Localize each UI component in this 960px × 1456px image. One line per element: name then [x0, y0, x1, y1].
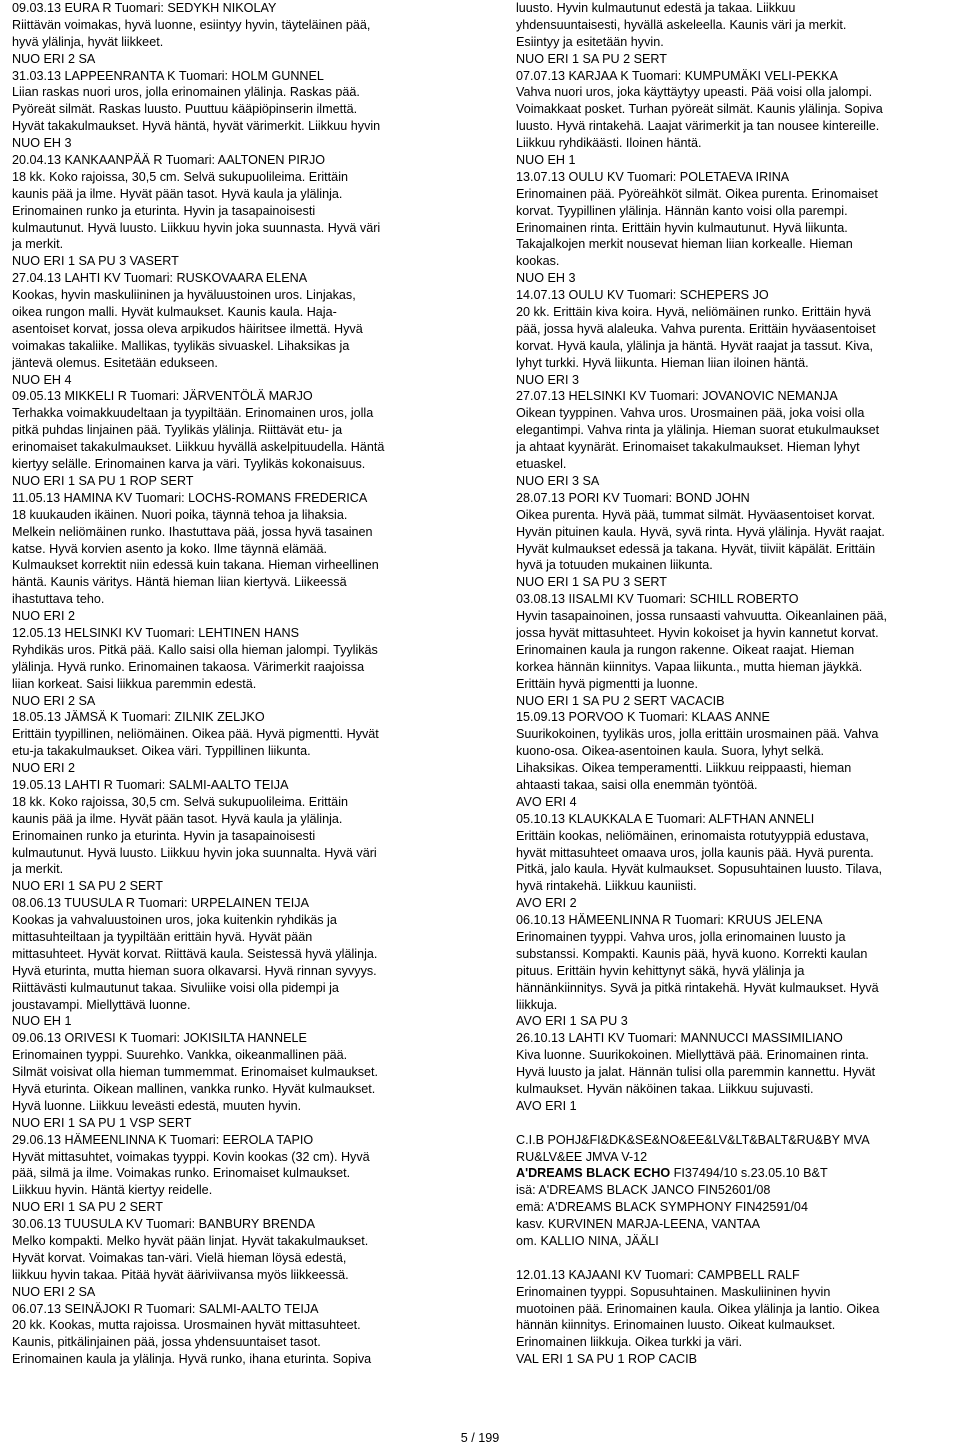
left-text-line: Hyvät korvat. Voimakas tan-väri. Vielä hieman löysä edestä,	[12, 1250, 347, 1265]
right-text-line	[516, 1115, 956, 1132]
left-text-line: Terhakka voimakkuudeltaan ja tyypiltään. Erinomainen uros, jolla	[12, 406, 374, 421]
left-text-line: 12.05.13 HELSINKI KV Tuomari: LEHTINEN HANS	[12, 625, 299, 640]
left-text-line: etu-ja takakulmaukset. Oikea väri. Typpillinen liikunta.	[12, 744, 311, 759]
left-text-line: NUO EH 3	[12, 136, 72, 151]
right-text-line: om. KALLIO NINA, JÄÄLI	[516, 1234, 659, 1249]
right-text-line: Erittäin kookas, neliömäinen, erinomaista rotutyyppiä edustava,	[516, 828, 869, 843]
left-text-line: 27.04.13 LAHTI KV Tuomari: RUSKOVAARA ELENA	[12, 271, 308, 286]
right-text-line: NUO ERI 1 SA PU 2 SERT VACACIB	[516, 693, 725, 708]
right-text-line: AVO ERI 1	[516, 1098, 577, 1113]
right-text-line: NUO EH 1	[516, 153, 576, 168]
left-text-line: Kulmaukset korrektit niin edessä kuin takana. Hieman virheellinen	[12, 558, 379, 573]
right-text-line: hännänkiinnitys. Syvä ja pitkä rintakehä. Hyvät kulmaukset. Hyvä	[516, 980, 879, 995]
left-text-line: NUO ERI 1 SA PU 2 SERT	[12, 1200, 163, 1215]
right-text-line: Erinomainen pää. Pyöreähköt silmät. Oikea purenta. Erinomaiset	[516, 186, 878, 201]
left-text-line: Silmät voisivat olla hieman tummemmat. Erinomaiset kulmaukset.	[12, 1065, 379, 1080]
right-text-line: 28.07.13 PORI KV Tuomari: BOND JOHN	[516, 490, 750, 505]
right-text-line: 06.10.13 HÄMEENLINNA R Tuomari: KRUUS JELENA	[516, 913, 823, 928]
right-text-line: 14.07.13 OULU KV Tuomari: SCHEPERS JO	[516, 288, 769, 303]
left-text-line: NUO ERI 2 SA	[12, 693, 96, 708]
right-text-line: pää, jossa hyvä alaleuka. Vahva purenta. Erittäin hyväasentoiset	[516, 321, 876, 336]
right-text-line: hännän kiinnitys. Erinomainen luusto. Oikeat kulmaukset.	[516, 1318, 836, 1333]
left-text-line: Melko kompakti. Melko hyvät pään linjat. Hyvät takakulmaukset.	[12, 1234, 369, 1249]
right-text-line: Pitkä, jalo kaula. Hyvät kulmaukset. Sopusuhtainen luusto. Tilava,	[516, 862, 883, 877]
right-text-line: Oikea purenta. Hyvä pää, tummat silmät. Hyväasentoiset korvat.	[516, 507, 876, 522]
right-text-line: Voimakkaat posket. Turhan pyöreät silmät. Kaunis ylälinja. Sopiva	[516, 102, 883, 117]
left-text-line: mittasuhteet. Hyvät korvat. Riittävä kaula. Seistessä hyvä ylälinja.	[12, 946, 378, 961]
right-text-line: AVO ERI 2	[516, 896, 577, 911]
left-text-line: NUO ERI 1 SA PU 3 VASERT	[12, 254, 179, 269]
left-text-line: NUO ERI 2 SA	[12, 51, 96, 66]
left-text-line: Riittävästi kulmautunut takaa. Sivuliike voisi olla pidempi ja	[12, 980, 339, 995]
right-text-line: Erinomainen liikkuja. Oikea turkki ja väri.	[516, 1335, 743, 1350]
left-text-line: 20 kk. Kookas, mutta rajoissa. Urosmainen hyvät mittasuhteet.	[12, 1318, 361, 1333]
right-text-line: Hyvin tasapainoinen, jossa runsaasti vahvuutta. Oikeanlainen pää,	[516, 609, 888, 624]
right-text-line: korvat. Tyypillinen ylälinja. Hännän kanto voisi olla parempi.	[516, 203, 848, 218]
right-text-line: NUO ERI 3 SA	[516, 473, 600, 488]
left-text-line: voimakas takaliike. Mallikas, tyylikäs sivuaskel. Lihaksikas ja	[12, 338, 350, 353]
right-text-line: Lihaksikas. Oikea temperamentti. Liikkuu reippaasti, hieman	[516, 761, 852, 776]
left-text-line: 20.04.13 KANKAANPÄÄ R Tuomari: AALTONEN PIRJO	[12, 153, 326, 168]
left-text-line: 30.06.13 TUUSULA KV Tuomari: BANBURY BRENDA	[12, 1217, 316, 1232]
left-text-line: asentoiset korvat, jossa oleva arpikudos häiritsee ilmettä. Hyvä	[12, 321, 363, 336]
right-text-line: hyvät mittasuhteet omaava uros, jolla kaunis pää. Hyvä purenta.	[516, 845, 874, 860]
right-text-line: NUO ERI 3	[516, 372, 579, 387]
right-text-line: 13.07.13 OULU KV Tuomari: POLETAEVA IRINA	[516, 169, 790, 184]
left-text-line: 18.05.13 JÄMSÄ K Tuomari: ZILNIK ZELJKO	[12, 710, 265, 725]
right-text-line: lyhyt turkki. Hyvä liikunta. Hieman liian iloinen häntä.	[516, 355, 809, 370]
left-text-line: 08.06.13 TUUSULA R Tuomari: URPELAINEN TEIJA	[12, 896, 310, 911]
left-text-line: kulmautunut. Hyvä luusto. Liikkuu hyvin joka suunnalta. Hyvä väri	[12, 845, 377, 860]
right-text-line: Hyvän pituinen kaula. Hyvä, syvä rinta. Hyvä ylälinja. Hyvät raajat.	[516, 524, 885, 539]
right-text-line: Erinomainen tyyppi. Sopusuhtainen. Maskuliininen hyvin	[516, 1284, 831, 1299]
left-text-line: liikkuu hyvin takaa. Pitää hyvät ääriviivansa myös liikkeessä.	[12, 1267, 349, 1282]
left-text-line: liian korkeat. Saisi liikkua paremmin edestä.	[12, 676, 257, 691]
left-text-line: Erittäin tyypillinen, neliömäinen. Oikea pää. Hyvä pigmentti. Hyvät	[12, 727, 379, 742]
left-text-line: ja merkit.	[12, 237, 64, 252]
left-text-line: oikea rungon malli. Hyvät kulmaukset. Kaunis kaula. Haja-	[12, 305, 337, 320]
right-text-line: luusto. Hyvin kulmautunut edestä ja takaa. Liikkuu	[516, 1, 796, 15]
right-text-line: AVO ERI 4	[516, 794, 577, 809]
left-text-line: Pyöreät silmät. Raskas luusto. Puuttuu kääpiöpinserin ilmettä.	[12, 102, 358, 117]
right-text-line: 15.09.13 PORVOO K Tuomari: KLAAS ANNE	[516, 710, 770, 725]
left-text-line: 09.06.13 ORIVESI K Tuomari: JOKISILTA HANNELE	[12, 1031, 307, 1046]
left-text-line: NUO ERI 2 SA	[12, 1284, 96, 1299]
left-text-line: kiertyy selälle. Erinomainen karva ja väri. Tyylikäs kokonaisuus.	[12, 457, 366, 472]
left-text-line: pää, silmä ja ilme. Voimakas runko. Erinomaiset kulmaukset.	[12, 1166, 351, 1181]
left-text-line: ylälinja. Hyvä runko. Erinomainen takaosa. Värimerkit raajoissa	[12, 659, 365, 674]
left-text-line: NUO ERI 2	[12, 609, 75, 624]
right-text-line: kulmaukset. Hyvän näköinen takaa. Liikkuu sujuvasti.	[516, 1082, 814, 1096]
left-text-line: 31.03.13 LAPPEENRANTA K Tuomari: HOLM GUNNEL	[12, 68, 324, 83]
left-text-line: NUO ERI 1 SA PU 2 SERT	[12, 879, 163, 894]
right-text-line: yhdensuuntaisesti, hyvällä askeleella. Kaunis väri ja merkit.	[516, 17, 847, 32]
left-column	[12, 0, 464, 1368]
left-text-line: häntä. Kaunis väritys. Häntä hieman liian kiertyvä. Liikeessä	[12, 575, 347, 590]
right-text-line: Liikkuu ryhdikäästi. Iloinen häntä.	[516, 136, 702, 151]
right-text-line: Erinomainen tyyppi. Vahva uros, jolla erinomainen luusto ja	[516, 929, 846, 944]
right-text-line: Hyvä luusto ja jalat. Hännän tulisi olla paremmin kannettu. Hyvät	[516, 1065, 876, 1080]
left-text-line: Liian raskas nuori uros, jolla erinomainen ylälinja. Raskas pää.	[12, 85, 360, 100]
right-text-line: Erinomainen rinta. Erittäin hyvin kulmautunut. Hyvä liikunta.	[516, 220, 848, 235]
right-text-line: 26.10.13 LAHTI KV Tuomari: MANNUCCI MASSIMILIANO	[516, 1031, 843, 1046]
left-text-line: NUO EH 1	[12, 1014, 72, 1029]
left-text-line: 09.03.13 EURA R Tuomari: SEDYKH NIKOLAY	[12, 1, 277, 15]
left-text-line: Erinomainen kaula ja ylälinja. Hyvä runko, ihana eturinta. Sopiva	[12, 1352, 372, 1367]
left-text-line: 29.06.13 HÄMEENLINNA K Tuomari: EEROLA TAPIO	[12, 1132, 314, 1147]
right-text-line: muotoinen pää. Erinomainen kaula. Oikea ylälinja ja lantio. Oikea	[516, 1301, 880, 1316]
right-text-line: korkea hännän kiinnitys. Vapaa liikunta., mutta hieman jäykkä.	[516, 659, 863, 674]
right-column	[516, 0, 956, 1368]
left-text-line: 11.05.13 HAMINA KV Tuomari: LOCHS-ROMANS FREDERICA	[12, 490, 368, 505]
right-text-line: Takajalkojen merkit nousevat hieman liian korkealle. Hieman	[516, 237, 853, 252]
right-text-line: Kiva luonne. Suurikokoinen. Miellyttävä pää. Erinomainen rinta.	[516, 1048, 869, 1063]
right-text-line: 07.07.13 KARJAA K Tuomari: KUMPUMÄKI VELI-PEKKA	[516, 68, 838, 83]
left-text-line: hyvä ylälinja, hyvät liikkeet.	[12, 34, 164, 49]
right-text-line: NUO EH 3	[516, 271, 576, 286]
left-text-line: kaunis pää ja ilme. Hyvät pään tasot. Hyvä kaula ja ylälinja.	[12, 186, 343, 201]
left-text-line: Melkein neliömäinen runko. Ihastuttava pää, jossa hyvä tasainen	[12, 524, 373, 539]
right-text-line: 03.08.13 IISALMI KV Tuomari: SCHILL ROBERTO	[516, 592, 799, 607]
left-text-line: NUO ERI 1 SA PU 1 VSP SERT	[12, 1115, 192, 1130]
right-text-line: Oikean tyyppinen. Vahva uros. Urosmainen pää, joka voisi olla	[516, 406, 865, 421]
left-text-line: NUO ERI 2	[12, 761, 75, 776]
left-text-line: ihastuttava teho.	[12, 592, 105, 607]
right-text-line: substanssi. Kompakti. Kaunis pää, hyvä kuono. Korrekti kaulan	[516, 946, 868, 961]
left-text-line: Ryhdikäs uros. Pitkä pää. Kallo saisi olla hieman jalompi. Tyylikäs	[12, 642, 378, 657]
left-text-line: 06.07.13 SEINÄJOKI R Tuomari: SALMI-AALTO TEIJA	[12, 1301, 319, 1316]
right-text-line: Erittäin hyvä pigmentti ja luonne.	[516, 676, 699, 691]
left-text-line: kaunis pää ja ilme. Hyvät pään tasot. Hyvä kaula ja ylälinja.	[12, 811, 343, 826]
right-text-line: korvat. Hyvä kaula, ylälinja ja häntä. Hyvät raajat ja tassut. Kiva,	[516, 338, 873, 353]
right-text-line: Esiintyy ja esitetään hyvin.	[516, 34, 664, 49]
right-text-line: 20 kk. Erittäin kiva koira. Hyvä, neliömäinen runko. Erittäin hyvä	[516, 305, 871, 320]
right-text-line: pituus. Erittäin hyvin kehittynyt säkä, hyvä ylälinja ja	[516, 963, 805, 978]
left-text-line: jäntevä olemus. Esitetään edukseen.	[12, 355, 218, 370]
left-text-line: 18 kk. Koko rajoissa, 30,5 cm. Selvä sukupuolileima. Erittäin	[12, 794, 348, 809]
right-text-line: kookas.	[516, 254, 560, 269]
page-number: 5 / 199	[460, 1431, 500, 1445]
right-text-line: Hyvät kulmaukset edessä ja takana. Hyvät, tiiviit käpälät. Erittäin	[516, 541, 876, 556]
left-text-line: Hyvät mittasuhtet, voimakas tyyppi. Kovin kookas (32 cm). Hyvä	[12, 1149, 370, 1164]
dog-name: A'DREAMS BLACK ECHO	[516, 1166, 671, 1181]
left-text-line: Hyvä eturinta. Oikean mallinen, vankka runko. Hyvät kulmaukset.	[12, 1082, 376, 1096]
right-text-line: NUO ERI 1 SA PU 2 SERT	[516, 51, 667, 66]
right-text-line: isä: A'DREAMS BLACK JANCO FIN52601/08	[516, 1183, 771, 1198]
right-text-line: C.I.B POHJ&FI&DK&SE&NO&EE&LV&LT&BALT&RU&BY MVA	[516, 1132, 870, 1147]
left-text-line: Erinomainen runko ja eturinta. Hyvin ja tasapainoisesti	[12, 828, 316, 843]
left-text-line: Erinomainen tyyppi. Suurehko. Vankka, oikeanmallinen pää.	[12, 1048, 348, 1063]
right-text-line: 05.10.13 KLAUKKALA E Tuomari: ALFTHAN ANNELI	[516, 811, 815, 826]
left-text-line: Hyvä eturinta, mutta hieman suora olkavarsi. Hyvä rinnan syvyys.	[12, 963, 377, 978]
right-text-line: 27.07.13 HELSINKI KV Tuomari: JOVANOVIC NEMANJA	[516, 389, 838, 404]
right-text-line: liikkuja.	[516, 997, 558, 1012]
right-text-line: RU&LV&EE JMVA V-12	[516, 1149, 648, 1164]
left-text-line: erinomaiset takakulmaukset. Liikkuu hyvällä askelpituudella. Häntä	[12, 440, 385, 455]
right-text-line: kasv. KURVINEN MARJA-LEENA, VANTAA	[516, 1217, 760, 1232]
left-text-line: Kookas ja vahvaluustoinen uros, joka kuitenkin ryhdikäs ja	[12, 913, 337, 928]
left-text-line: 19.05.13 LAHTI R Tuomari: SALMI-AALTO TEIJA	[12, 777, 289, 792]
registration-info: FI37494/10 s.23.05.10 B&T	[670, 1166, 828, 1181]
right-text-line: etuaskel.	[516, 457, 567, 472]
right-text-line: emä: A'DREAMS BLACK SYMPHONY FIN42591/04	[516, 1200, 808, 1215]
left-text-line: 09.05.13 MIKKELI R Tuomari: JÄRVENTÖLÄ MARJO	[12, 389, 313, 404]
right-text-line: jossa hyvät mittasuhteet. Hyvin kokoiset ja hyvin kannetut korvat.	[516, 625, 879, 640]
left-text-line: Hyvät takakulmaukset. Hyvä häntä, hyvät värimerkit. Liikkuu hyvin	[12, 119, 381, 134]
left-text-line: 18 kk. Koko rajoissa, 30,5 cm. Selvä sukupuolileima. Erittäin	[12, 169, 348, 184]
left-text-line: Kaunis, pitkälinjainen pää, jossa yhdensuuntaiset tasot.	[12, 1335, 321, 1350]
left-text-line: pitkä puhdas linjainen pää. Tyylikäs ylälinja. Riittävät etu- ja	[12, 423, 343, 438]
right-text-line: elegantimpi. Vahva rinta ja ylälinja. Hieman suorat etukulmaukset	[516, 423, 880, 438]
right-text-line: NUO ERI 1 SA PU 3 SERT	[516, 575, 667, 590]
left-text-line: 18 kuukauden ikäinen. Nuori poika, täynnä tehoa ja lihaksia.	[12, 507, 348, 522]
left-text-line: mittasuhteiltaan ja tyypiltään erittäin hyvä. Hyvät pään	[12, 929, 313, 944]
left-text-line: NUO EH 4	[12, 372, 72, 387]
left-text-line: Kookas, hyvin maskuliininen ja hyväluustoinen uros. Linjakas,	[12, 288, 356, 303]
left-text-line: Erinomainen runko ja eturinta. Hyvin ja tasapainoisesti	[12, 203, 316, 218]
right-text-line: AVO ERI 1 SA PU 3	[516, 1014, 628, 1029]
right-text-line: hyvä ja totuuden mukainen liikunta.	[516, 558, 713, 573]
right-text-line: hyvä rintakehä. Liikkuu kauniisti.	[516, 879, 697, 894]
right-text-line: VAL ERI 1 SA PU 1 ROP CACIB	[516, 1352, 698, 1367]
right-text-line: luusto. Hyvä rintakehä. Laajat värimerkit ja tan nousee kintereille.	[516, 119, 880, 134]
left-text-line: katse. Hyvä korvien asento ja koko. Ilme täynnä elämää.	[12, 541, 328, 556]
right-text-line: ja ahtaat kyynärät. Erinomaiset takakulmaukset. Hieman lyhyt	[516, 440, 860, 455]
right-text-line: Suurikokoinen, tyylikäs uros, jolla erittäin urosmainen pää. Vahva	[516, 727, 879, 742]
right-text-line: Erinomainen kaula ja rungon rakenne. Oikeat raajat. Hieman	[516, 642, 855, 657]
right-text-line: 12.01.13 KAJAANI KV Tuomari: CAMPBELL RALF	[516, 1267, 800, 1282]
right-text-line	[516, 1250, 956, 1267]
left-text-line: NUO ERI 1 SA PU 1 ROP SERT	[12, 473, 194, 488]
left-text-line: ja merkit.	[12, 862, 64, 877]
left-text-line: kulmautunut. Hyvä luusto. Liikkuu hyvin joka suunnasta. Hyvä väri	[12, 220, 381, 235]
left-text-line: Hyvä luonne. Liikkuu leveästi edestä, muuten hyvin.	[12, 1098, 302, 1113]
left-text-line: Riittävän voimakas, hyvä luonne, esiintyy hyvin, täyteläinen pää,	[12, 17, 371, 32]
right-text-line: kuono-osa. Oikea-asentoinen kaula. Suora, lyhyt selkä.	[516, 744, 825, 759]
left-text-line: joustavampi. Miellyttävä luonne.	[12, 997, 191, 1012]
left-text-line: Liikkuu hyvin. Häntä kiertyy reidelle.	[12, 1183, 213, 1198]
right-text-line: ahtaasti takaa, saisi olla enemmän työntöä.	[516, 777, 758, 792]
right-text-line: Vahva nuori uros, joka käyttäytyy upeasti. Pää voisi olla jalompi.	[516, 85, 873, 100]
right-text-line	[516, 1165, 956, 1182]
